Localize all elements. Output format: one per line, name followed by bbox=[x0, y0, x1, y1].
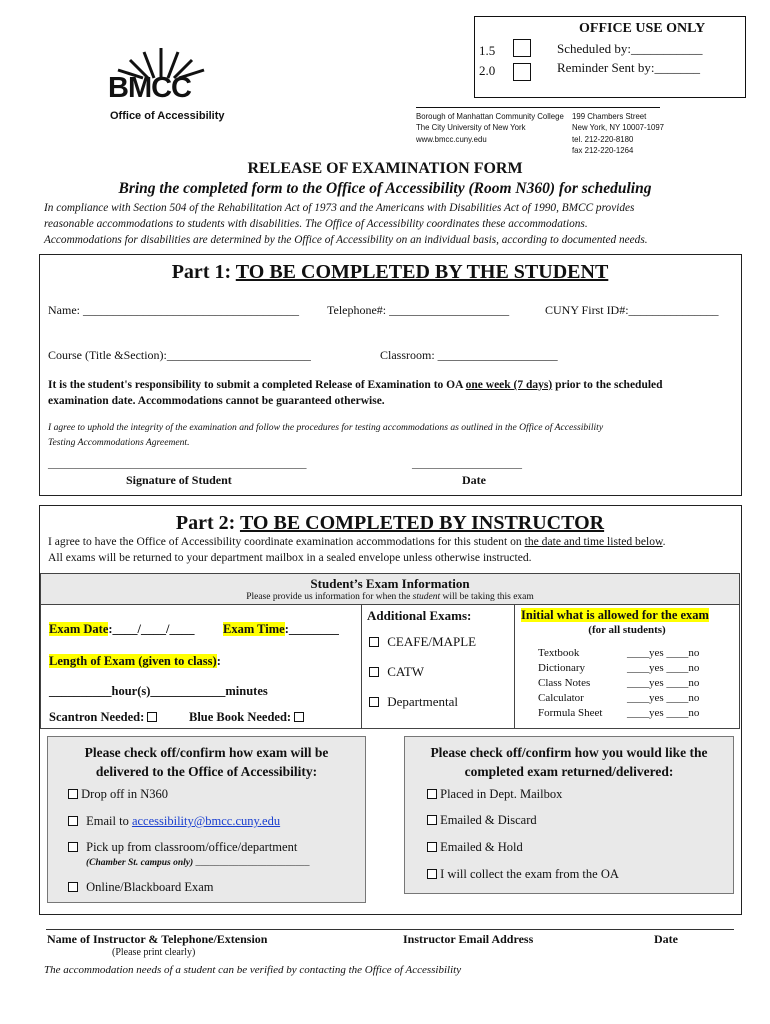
exam-time-field[interactable] bbox=[223, 622, 339, 637]
column-divider bbox=[361, 605, 362, 729]
bluebook-option bbox=[189, 710, 304, 725]
mailbox-checkbox[interactable] bbox=[427, 789, 437, 799]
return-option bbox=[427, 867, 619, 882]
address-line: 199 Chambers Street bbox=[572, 111, 647, 121]
agreement-line: I agree to uphold the integrity of the examination and follow the procedures for testing accommodations as outlined in the Office of Accessibility bbox=[48, 422, 604, 433]
delivery-title bbox=[48, 743, 365, 781]
bluebook-checkbox[interactable] bbox=[294, 712, 304, 722]
return-title-line: completed exam returned/delivered: bbox=[464, 764, 674, 779]
verification-note: The accommodation needs of a student can be verified by contacting the Office of Accessibility bbox=[44, 964, 462, 976]
resp-text: prior to the scheduled bbox=[552, 379, 663, 391]
exam-info-subtitle bbox=[41, 592, 739, 602]
option-1-5-checkbox[interactable] bbox=[513, 39, 531, 57]
intro-line: Accommodations for disabilities are determined by the Office of Accessibility on an individual basis, according to documented needs. bbox=[44, 234, 648, 246]
additional-exam-option bbox=[369, 694, 458, 710]
signature-label: Signature of Student bbox=[126, 473, 232, 487]
part1-heading bbox=[40, 261, 740, 284]
exam-info-box bbox=[40, 573, 740, 729]
classroom-field[interactable]: Classroom: ____________________ bbox=[380, 348, 558, 362]
bmcc-logo bbox=[108, 46, 258, 126]
form-subtitle: Bring the completed form to the Office of Accessibility (Room N360) for scheduling bbox=[118, 180, 652, 197]
exam-date-blank: :____/____/____ bbox=[108, 622, 195, 636]
additional-exam-option bbox=[369, 634, 476, 650]
pickup-location-field[interactable] bbox=[86, 858, 310, 868]
address-line: New York, NY 10007-1097 bbox=[572, 122, 665, 133]
ceafe-label: CEAFE/MAPLE bbox=[387, 634, 477, 649]
online-label: Online/Blackboard Exam bbox=[86, 880, 214, 894]
return-option bbox=[427, 787, 562, 802]
logo-subtitle: Office of Accessibility bbox=[110, 110, 225, 122]
delivery-options-box bbox=[47, 736, 366, 903]
form-intro bbox=[44, 200, 648, 248]
allowed-item-name: Textbook bbox=[538, 647, 580, 659]
signature-line[interactable]: _______________________________________________ bbox=[48, 458, 307, 470]
agreement-line: All exams will be returned to your department mailbox in a sealed envelope unless otherwise instructed. bbox=[48, 551, 532, 564]
instructor-name-label: Name of Instructor & Telephone/Extension bbox=[47, 932, 268, 946]
pickup-note: (Chamber St. campus only) bbox=[86, 858, 194, 868]
reminder-sent-field[interactable]: Reminder Sent by:_______ bbox=[557, 60, 700, 75]
collect-checkbox[interactable] bbox=[427, 869, 437, 879]
allowed-item bbox=[538, 646, 699, 661]
option-2-0-label: 2.0 bbox=[479, 63, 496, 78]
additional-exam-option bbox=[369, 664, 424, 680]
resp-text: It is the student's responsibility to submit a completed Release of Examination to OA bbox=[48, 379, 466, 391]
departmental-checkbox[interactable] bbox=[369, 697, 379, 707]
pickup-label: Pick up from classroom/office/department bbox=[86, 840, 298, 854]
office-use-box bbox=[474, 16, 746, 98]
allowed-item-yes-no[interactable]: ____yes ____no bbox=[627, 677, 700, 689]
return-option-label: Placed in Dept. Mailbox bbox=[440, 787, 563, 801]
allowed-title-text: Initial what is allowed for the exam bbox=[521, 608, 709, 622]
instructor-agreement bbox=[48, 534, 666, 566]
return-options-box bbox=[404, 736, 734, 894]
allowed-item-name: Class Notes bbox=[538, 677, 591, 689]
allowed-item-name: Formula Sheet bbox=[538, 707, 603, 719]
exam-time-blank: :________ bbox=[284, 622, 339, 636]
intro-line: reasonable accommodations to students with disabilities. The Office of Accessibility coordinates these accommodations. bbox=[44, 218, 588, 230]
allowed-item bbox=[538, 676, 699, 691]
telephone-field[interactable]: Telephone#: ____________________ bbox=[327, 303, 510, 317]
address-line: The City University of New York bbox=[416, 122, 526, 133]
catw-label: CATW bbox=[387, 664, 425, 679]
pickup-line: ________________________ bbox=[195, 858, 310, 868]
return-option-label: I will collect the exam from the OA bbox=[440, 867, 619, 881]
agree-date-time: the date and time listed below bbox=[524, 535, 663, 548]
email-discard-checkbox[interactable] bbox=[427, 815, 437, 825]
instructor-email-label: Instructor Email Address bbox=[403, 932, 534, 946]
allowed-item bbox=[538, 661, 699, 676]
sub-text: will be taking this exam bbox=[440, 592, 534, 602]
scantron-option bbox=[49, 710, 157, 725]
agreement-line: Testing Accommodations Agreement. bbox=[48, 437, 190, 448]
return-option bbox=[427, 840, 523, 855]
exam-time-label: Exam Time bbox=[223, 622, 285, 636]
email-hold-checkbox[interactable] bbox=[427, 842, 437, 852]
sub-text: student bbox=[412, 592, 441, 602]
college-address-right bbox=[572, 111, 664, 156]
delivery-option-email bbox=[68, 814, 280, 829]
address-line: Borough of Manhattan Community College bbox=[416, 111, 564, 121]
part2-heading-text: TO BE COMPLETED BY INSTRUCTOR bbox=[239, 512, 605, 534]
exam-length-field[interactable]: __________hour(s)____________minutes bbox=[49, 684, 268, 698]
allowed-items-list bbox=[538, 646, 699, 721]
departmental-label: Departmental bbox=[387, 694, 458, 709]
cuny-id-field[interactable]: CUNY First ID#:_______________ bbox=[545, 303, 719, 317]
office-use-title: OFFICE USE ONLY bbox=[579, 21, 706, 36]
print-clearly-note: (Please print clearly) bbox=[112, 947, 196, 958]
return-option-label: Emailed & Hold bbox=[440, 840, 523, 854]
footer-date-label: Date bbox=[654, 932, 678, 946]
college-address-left bbox=[416, 111, 564, 145]
address-line: www.bmcc.cuny.edu bbox=[416, 133, 487, 144]
dropoff-checkbox[interactable] bbox=[68, 789, 78, 799]
exam-date-field[interactable] bbox=[49, 622, 194, 637]
delivery-title-line: delivered to the Office of Accessibility: bbox=[95, 764, 318, 779]
part2-label: Part 2: bbox=[175, 512, 240, 534]
form-title: RELEASE OF EXAMINATION FORM bbox=[247, 160, 523, 177]
dropoff-label: Drop off in N360 bbox=[81, 787, 169, 801]
part2-heading bbox=[40, 512, 740, 535]
scantron-checkbox[interactable] bbox=[147, 712, 157, 722]
accessibility-email-link[interactable]: accessibility@bmcc.cuny.edu bbox=[131, 814, 281, 828]
allowed-subtitle: (for all students) bbox=[588, 624, 666, 636]
scheduled-by-field[interactable]: Scheduled by:___________ bbox=[557, 41, 703, 56]
delivery-title-line: Please check off/confirm how exam will be bbox=[84, 745, 329, 760]
email-label: Email to bbox=[86, 814, 132, 828]
allowed-item-yes-no[interactable]: ____yes ____no bbox=[627, 647, 700, 659]
course-field[interactable]: Course (Title &Section):________________________ bbox=[48, 348, 311, 362]
allowed-item bbox=[538, 691, 699, 706]
return-option-label: Emailed & Discard bbox=[440, 813, 537, 827]
intro-line: In compliance with Section 504 of the Rehabilitation Act of 1973 and the Americans with Disabilities Act of 1990, BMCC provides bbox=[44, 202, 635, 214]
delivery-option-dropoff bbox=[68, 787, 168, 802]
resp-deadline: one week (7 days) bbox=[465, 379, 553, 391]
delivery-option-online bbox=[68, 880, 214, 895]
allowed-item-name: Calculator bbox=[538, 692, 584, 704]
allowed-item-yes-no[interactable]: ____yes ____no bbox=[627, 707, 700, 719]
option-2-0-checkbox[interactable] bbox=[513, 63, 531, 81]
sub-text: Please provide us information for when the bbox=[246, 592, 413, 602]
delivery-option-pickup bbox=[68, 840, 297, 855]
scantron-label: Scantron Needed: bbox=[49, 710, 145, 724]
agree-text: I agree to have the Office of Accessibility coordinate examination accommodations for this student on bbox=[48, 535, 525, 548]
allowed-item-name: Dictionary bbox=[538, 662, 586, 674]
return-title bbox=[405, 743, 733, 781]
part1-section bbox=[39, 254, 742, 496]
allowed-item-yes-no[interactable]: ____yes ____no bbox=[627, 692, 700, 704]
return-option bbox=[427, 813, 537, 828]
option-1-5-label: 1.5 bbox=[479, 43, 496, 58]
additional-exams-title: Additional Exams: bbox=[367, 608, 472, 623]
bluebook-label: Blue Book Needed: bbox=[189, 710, 292, 724]
exam-length-text: Length of Exam (given to class) bbox=[49, 654, 217, 668]
exam-date-label: Exam Date bbox=[49, 622, 109, 636]
agree-text: . bbox=[662, 535, 666, 548]
student-responsibility-notice bbox=[48, 377, 738, 409]
allowed-item bbox=[538, 706, 699, 721]
student-name-field[interactable]: Name: ____________________________________ bbox=[48, 303, 299, 317]
part1-heading-text: TO BE COMPLETED BY THE STUDENT bbox=[235, 261, 609, 283]
ceafe-checkbox[interactable] bbox=[369, 637, 379, 647]
logo-wordmark: BMCC bbox=[108, 72, 191, 104]
allowed-title bbox=[521, 608, 709, 623]
integrity-agreement bbox=[48, 420, 603, 450]
part1-label: Part 1: bbox=[171, 261, 236, 283]
email-checkbox[interactable] bbox=[68, 816, 78, 826]
address-line: tel. 212-220-8180 bbox=[572, 133, 634, 144]
agreement-line bbox=[48, 534, 666, 550]
address-line: fax 212-220-1264 bbox=[572, 144, 634, 155]
exam-length-colon: : bbox=[216, 654, 221, 668]
online-checkbox[interactable] bbox=[68, 882, 78, 892]
resp-text: examination date. Accommodations cannot be guaranteed otherwise. bbox=[48, 395, 385, 407]
date-line[interactable]: ____________________ bbox=[412, 458, 522, 470]
date-label: Date bbox=[462, 473, 486, 487]
address-rule bbox=[416, 107, 660, 108]
pickup-checkbox[interactable] bbox=[68, 842, 78, 852]
exam-length-label bbox=[49, 654, 221, 669]
signature-rule bbox=[46, 929, 734, 930]
return-title-line: Please check off/confirm how you would like the bbox=[430, 745, 708, 760]
exam-info-title: Student’s Exam Information bbox=[310, 576, 470, 591]
allowed-item-yes-no[interactable]: ____yes ____no bbox=[627, 662, 700, 674]
catw-checkbox[interactable] bbox=[369, 667, 379, 677]
